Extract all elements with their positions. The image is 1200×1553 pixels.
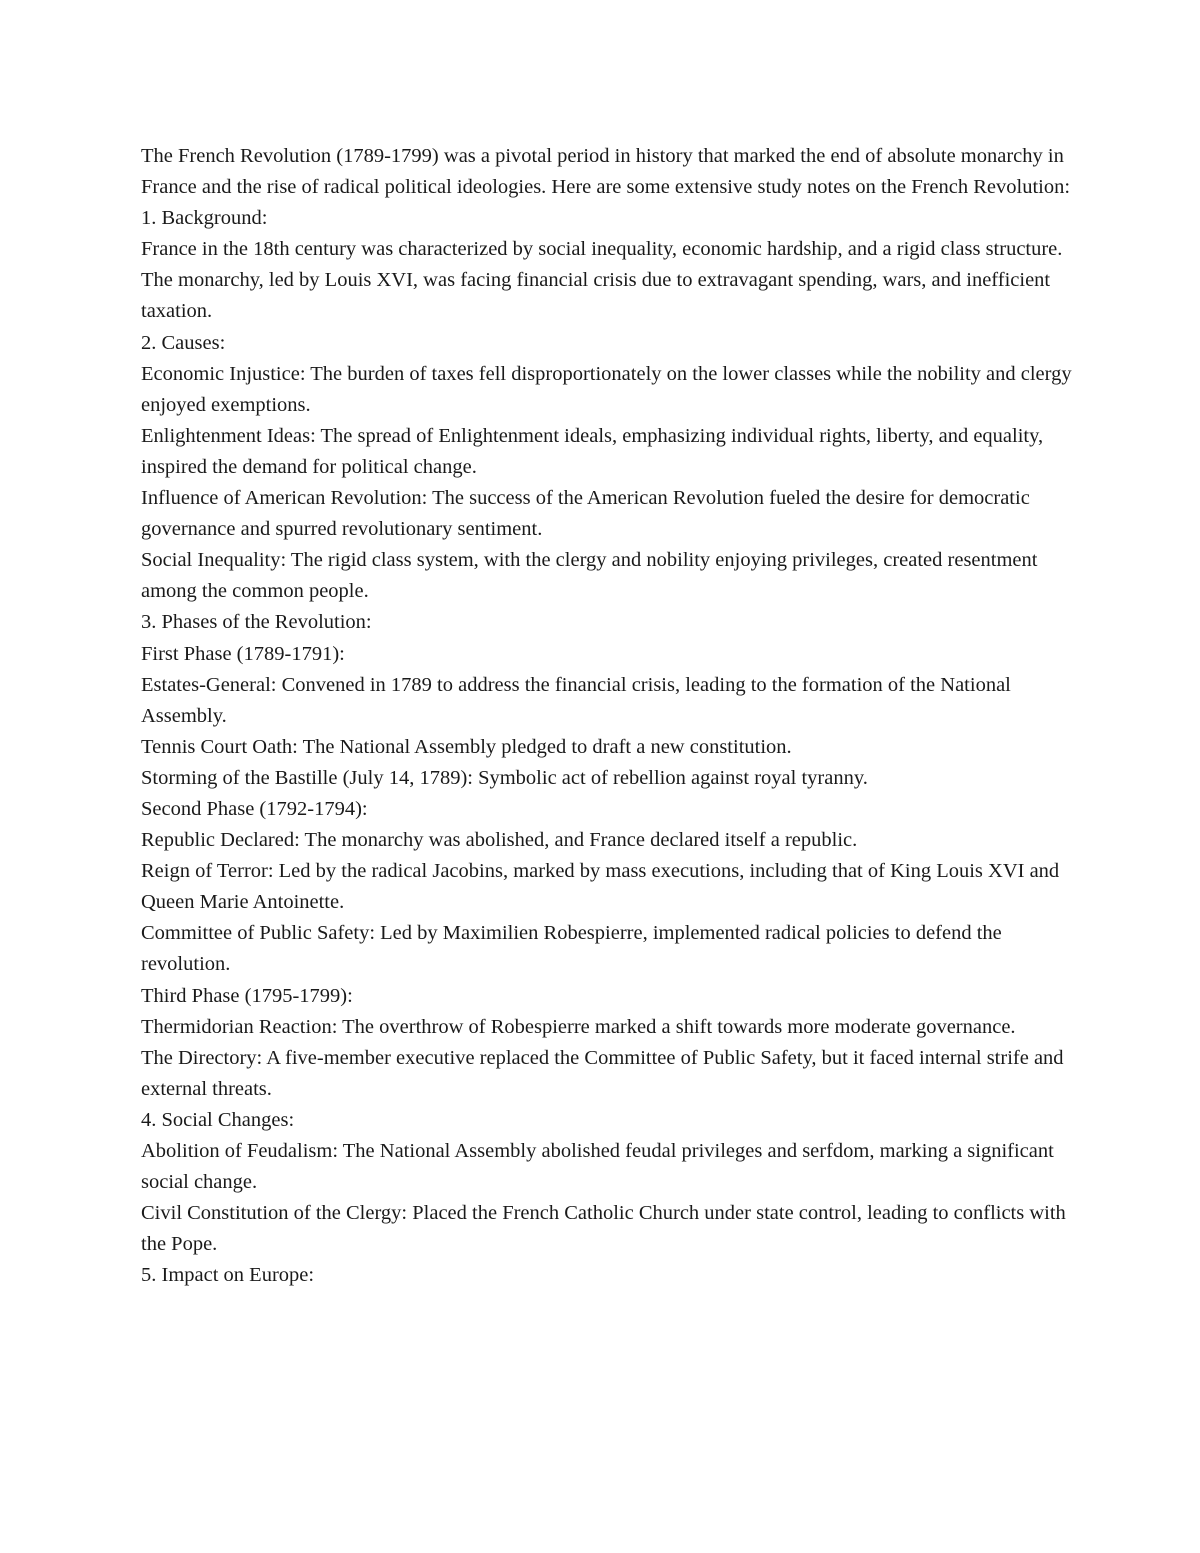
causes-paragraph: Influence of American Revolution: The success of the American Revolution fueled the desire for democratic governance and spurred revolutionary sentiment. bbox=[141, 487, 1030, 541]
causes-paragraph: Social Inequality: The rigid class system, with the clergy and nobility enjoying privileges, created resentment among the common people. bbox=[141, 549, 1038, 603]
phase-paragraph: Reign of Terror: Led by the radical Jacobins, marked by mass executions, including that of King Louis XVI and Queen Marie Antoinette. bbox=[141, 860, 1060, 914]
background-paragraph: France in the 18th century was characterized by social inequality, economic hardship, and a rigid class structure. bbox=[141, 238, 1063, 261]
causes-paragraph: Enlightenment Ideas: The spread of Enlightenment ideals, emphasizing individual rights, liberty, and equality, inspired the demand for political change. bbox=[141, 424, 1044, 478]
phase-paragraph: Committee of Public Safety: Led by Maximilien Robespierre, implemented radical policies to defend the revolution. bbox=[141, 922, 1002, 976]
phase-paragraph: Republic Declared: The monarchy was abolished, and France declared itself a republic. bbox=[141, 829, 858, 852]
social-changes-paragraph: Civil Constitution of the Clergy: Placed the French Catholic Church under state control, leading to conflicts with the Pope. bbox=[141, 1202, 1066, 1256]
phase-paragraph: Storming of the Bastille (July 14, 1789): Symbolic act of rebellion against royal tyranny. bbox=[141, 766, 868, 789]
background-paragraph: The monarchy, led by Louis XVI, was facing financial crisis due to extravagant spending, wars, and inefficient taxation. bbox=[141, 269, 1051, 323]
phase-heading: Second Phase (1792-1794): bbox=[141, 797, 368, 820]
section-heading-background: 1. Background: bbox=[141, 207, 268, 230]
phase-paragraph: Estates-General: Convened in 1789 to address the financial crisis, leading to the formation of the National Assembly. bbox=[141, 673, 1011, 727]
causes-paragraph: Economic Injustice: The burden of taxes fell disproportionately on the lower classes while the nobility and clergy enjoyed exemptions. bbox=[141, 362, 1072, 416]
section-heading-social-changes: 4. Social Changes: bbox=[141, 1108, 295, 1131]
phase-heading: First Phase (1789-1791): bbox=[141, 642, 345, 665]
phase-paragraph: Tennis Court Oath: The National Assembly pledged to draft a new constitution. bbox=[141, 735, 792, 758]
section-heading-causes: 2. Causes: bbox=[141, 331, 226, 354]
document-body bbox=[141, 141, 1081, 1291]
section-heading-phases: 3. Phases of the Revolution: bbox=[141, 611, 372, 634]
phase-paragraph: The Directory: A five-member executive replaced the Committee of Public Safety, but it faced internal strife and external threats. bbox=[141, 1046, 1064, 1100]
intro-paragraph: The French Revolution (1789-1799) was a pivotal period in history that marked the end of absolute monarchy in France and the rise of radical political ideologies. Here are some extensive study notes on the French Revolution: bbox=[141, 145, 1071, 199]
social-changes-paragraph: Abolition of Feudalism: The National Assembly abolished feudal privileges and serfdom, marking a significant social change. bbox=[141, 1140, 1054, 1194]
section-heading-impact-on-europe: 5. Impact on Europe: bbox=[141, 1264, 315, 1287]
phase-paragraph: Thermidorian Reaction: The overthrow of Robespierre marked a shift towards more moderate governance. bbox=[141, 1015, 1016, 1038]
phase-heading: Third Phase (1795-1799): bbox=[141, 984, 353, 1007]
